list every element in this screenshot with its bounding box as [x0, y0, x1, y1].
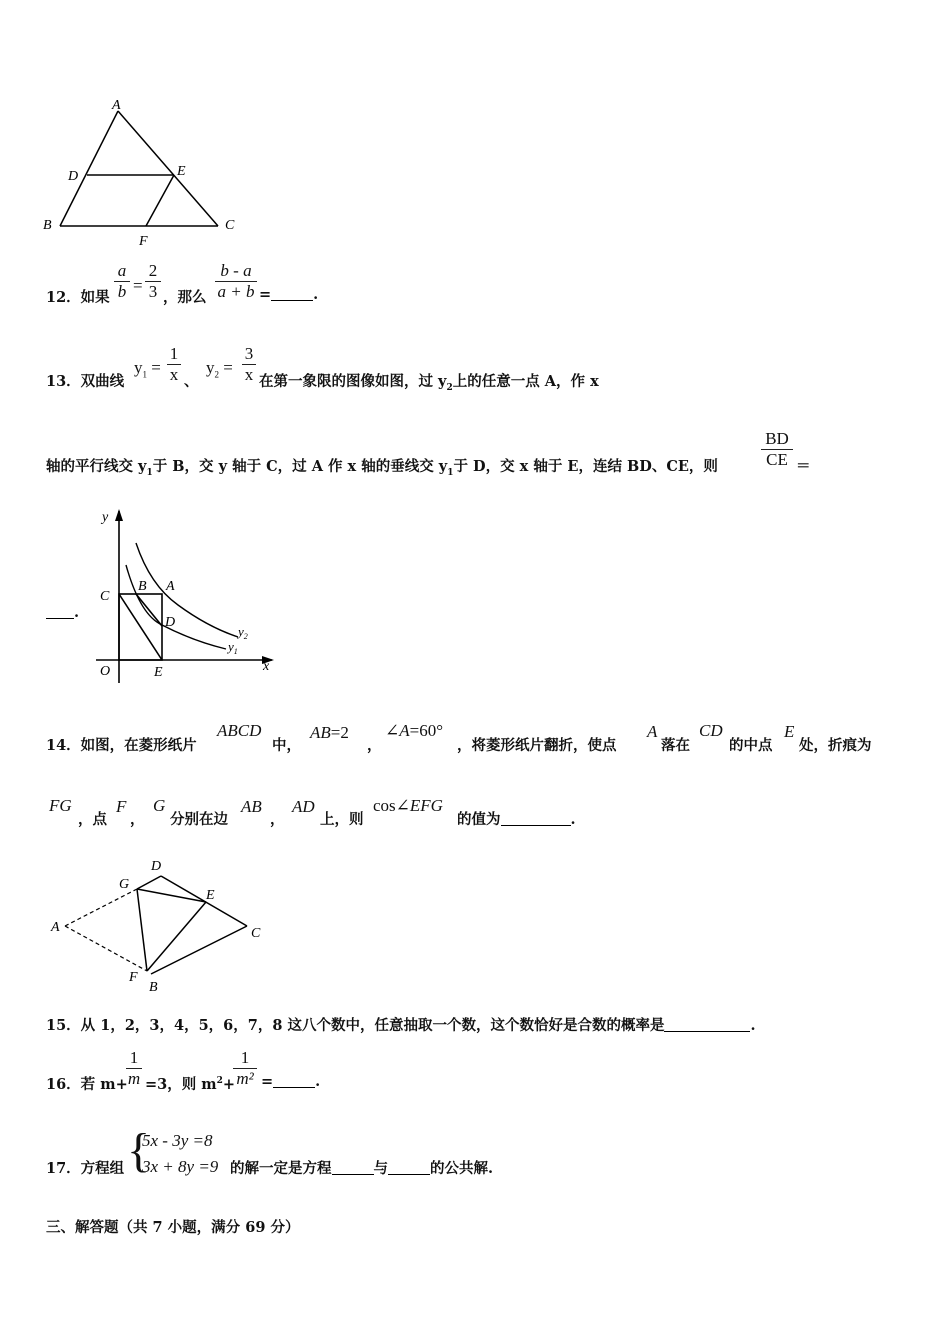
answer-blank-16[interactable]: [273, 1087, 315, 1088]
label-y-axis: y: [102, 510, 109, 525]
label-D: D: [151, 859, 162, 874]
label-O: O: [100, 664, 111, 679]
q13-frac1: 1 x: [167, 345, 181, 384]
label-D: D: [165, 615, 176, 630]
answer-blank-12[interactable]: [271, 300, 313, 301]
label-B: B: [43, 218, 52, 233]
answer-blank-17a[interactable]: [332, 1174, 374, 1175]
q16-frac1: 1 m: [127, 1048, 141, 1088]
label-E: E: [177, 164, 186, 179]
question-15: 15．从 1，2，3，4，5，6，7，8 这八个数中，任意抽取一个数，这个数恰好是合数的概率是 .: [46, 1017, 756, 1034]
q13-frac3: BD CE: [761, 430, 793, 469]
q12-frac1: a b: [114, 262, 130, 301]
label-E: E: [206, 888, 215, 903]
section-heading: 三、解答题（共 7 小题，满分 69 分）: [46, 1219, 300, 1236]
label-G: G: [119, 877, 130, 892]
q12-frac2: 2 3: [145, 262, 161, 301]
equation-1: 5x - 3y =8: [142, 1131, 213, 1150]
q13-frac2: 3 x: [242, 345, 256, 384]
rhombus-fold-figure: [45, 852, 275, 997]
answer-blank-15[interactable]: [664, 1031, 750, 1032]
hyperbola-figure: [88, 505, 283, 687]
label-D: D: [68, 169, 79, 184]
q12-label: 12．如果: [46, 289, 110, 306]
q16-frac2: 1 m²: [233, 1049, 257, 1088]
label-A: A: [166, 579, 175, 594]
answer-blank-13[interactable]: [46, 618, 74, 619]
equation-2: 3x + 8y =9: [142, 1157, 219, 1176]
label-F: F: [139, 234, 148, 249]
label-C: C: [100, 589, 110, 604]
triangle-figure: [40, 95, 250, 250]
q12-frac3: b - a a + b: [215, 262, 257, 301]
label-B: B: [138, 579, 147, 594]
answer-blank-14[interactable]: [501, 825, 571, 826]
label-F: F: [129, 970, 138, 985]
label-A: A: [51, 920, 60, 935]
label-B: B: [149, 980, 158, 995]
label-y2: $y_2$: [238, 624, 248, 641]
label-x-axis: x: [263, 659, 270, 674]
label-E: E: [154, 665, 163, 680]
label-C: C: [225, 218, 235, 233]
system-brace: {: [127, 1124, 151, 1177]
label-y1: $y_1$: [228, 639, 238, 656]
label-A: A: [112, 98, 121, 113]
label-C: C: [251, 926, 261, 941]
answer-blank-17b[interactable]: [388, 1174, 430, 1175]
